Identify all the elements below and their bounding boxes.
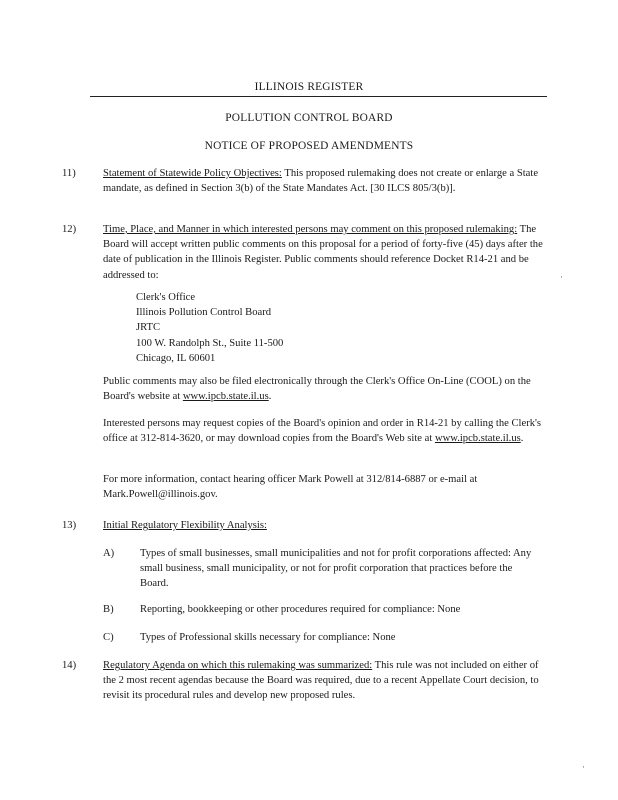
section-12-body: [103, 222, 543, 283]
address-line: 100 W. Randolph St., Suite 11-500: [136, 337, 284, 349]
section-13-number: 13): [62, 520, 77, 531]
address-line: JRTC: [136, 322, 161, 334]
register-title: ILLINOIS REGISTER: [254, 81, 364, 93]
section-11-text: This proposed rulemaking does not create or enlarge a State mandate, as defined in Section 3(b) of the State Mandates Act. [30 ILCS 805/3(b)].: [103, 168, 539, 195]
section-11-body: [103, 166, 543, 196]
cool-paragraph: [103, 374, 543, 404]
scan-speck: ·: [582, 762, 585, 772]
cool-text: Public comments may also be filed electronically through the Clerk's Office On-Line (COOL) on the Board's website at: [103, 376, 531, 403]
scan-speck: ·: [560, 272, 563, 282]
board-website-link[interactable]: www.ipcb.state.il.us: [182, 391, 269, 403]
section-14-number: 14): [62, 660, 77, 671]
section-11-number: 11): [62, 168, 76, 179]
section-13-body: [103, 518, 543, 533]
section-12-text: The Board will accept written public comments on this proposal for a period of forty-five (45) days after the date of publication in the Illinois Register. Public comments should reference Docket R14-21 and be addressed to:: [103, 224, 543, 281]
copies-paragraph: [103, 416, 543, 446]
address-line: Clerk's Office: [136, 292, 196, 303]
item-a-label: A): [103, 548, 115, 559]
section-14-body: [103, 658, 543, 704]
section-13-heading: Initial Regulatory Flexibility Analysis:: [103, 520, 267, 531]
item-c-label: C): [103, 632, 114, 643]
item-a-text: Types of small businesses, small municipalities and not for profit corporations affected: Any small business, small municipality, or not for profit corporation that practices before the Board.: [140, 548, 532, 590]
contact-paragraph: For more information, contact hearing officer Mark Powell at 312/814-6887 or e-mail at Mark.Powell@illinois.gov.: [103, 474, 478, 501]
section-14-text: This rule was not included on either of the 2 most recent agendas because the Board was required, due to a recent Appellate Court decision, to revisit its procedural rules and develop new proposed rules.: [103, 660, 539, 702]
cool-end: .: [268, 391, 272, 403]
copies-text: Interested persons may request copies of the Board's opinion and order in R14-21 by calling the Clerk's office at 312-814-3620, or may download copies from the Board's Web site at: [103, 418, 542, 445]
board-website-link-2[interactable]: www.ipcb.state.il.us: [434, 433, 521, 445]
address-block: [136, 290, 283, 366]
copies-end: .: [520, 433, 524, 445]
section-12-number: 12): [62, 224, 77, 235]
section-11-heading: Statement of Statewide Policy Objectives:: [103, 168, 282, 179]
item-c-text: Types of Professional skills necessary for compliance: None: [140, 632, 396, 643]
section-14-heading: Regulatory Agenda on which this rulemaking was summarized:: [103, 660, 373, 671]
section-12-heading: Time, Place, and Manner in which interested persons may comment on this proposed rulemaking:: [103, 224, 518, 235]
agency-title: POLLUTION CONTROL BOARD: [225, 112, 393, 124]
item-b-label: B): [103, 604, 114, 615]
address-line: Chicago, IL 60601: [136, 352, 216, 364]
notice-title: NOTICE OF PROPOSED AMENDMENTS: [204, 140, 414, 152]
address-line: Illinois Pollution Control Board: [136, 307, 272, 319]
header-rule: [90, 96, 547, 97]
item-b-text: Reporting, bookkeeping or other procedures required for compliance: None: [140, 604, 461, 615]
